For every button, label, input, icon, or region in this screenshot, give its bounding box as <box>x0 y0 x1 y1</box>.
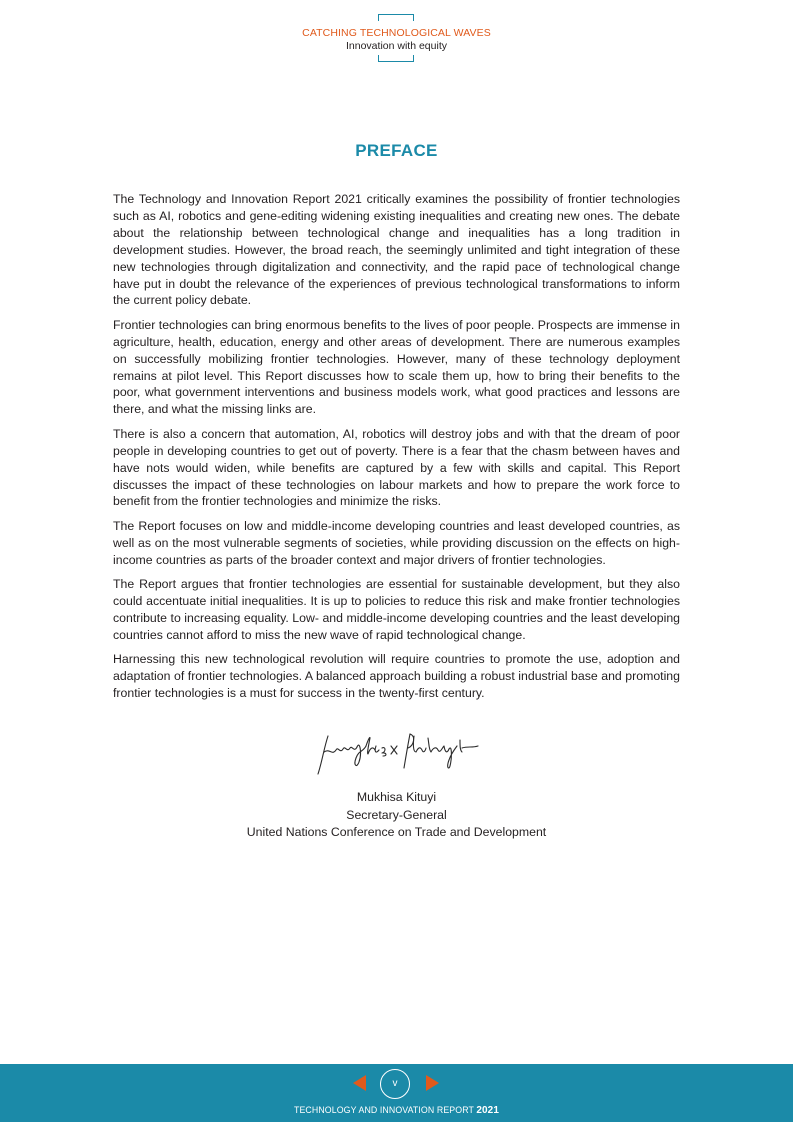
header-bracket-bottom <box>378 55 414 62</box>
paragraph-5: The Report argues that frontier technologies are essential for sustainable development, but they also could accentuate initial inequalities. It is up to policies to reduce this risk and make frontier technologies contribute to increasing equality. Low- and middle-income developing countries and the least developing countries cannot afford to miss the new wave of rapid technological change. <box>113 577 680 642</box>
footer-report-title <box>0 1105 793 1116</box>
signatory-organization: United Nations Conference on Trade and Development <box>246 825 547 839</box>
signatory-name: Mukhisa Kituyi <box>356 790 437 804</box>
footer-report-name: TECHNOLOGY AND INNOVATION REPORT <box>293 1105 474 1115</box>
previous-page-icon[interactable] <box>353 1075 366 1091</box>
header-title: CATCHING TECHNOLOGICAL WAVES <box>302 27 491 39</box>
next-page-icon[interactable] <box>426 1075 439 1091</box>
preface-body <box>113 191 680 709</box>
header-subtitle: Innovation with equity <box>346 40 447 52</box>
paragraph-2: Frontier technologies can bring enormous benefits to the lives of poor people. Prospects are immense in agriculture, health, education, energy and other areas of development. There are numerous examples on successfully mobilizing frontier technologies. However, many of these technology deployment remains at pilot level. This Report discusses how to scale them up, how to bring their benefits to the poor, what government interventions and business models work, what good practices and lessons are there, and what the missing links are. <box>113 317 680 417</box>
header-bracket-top <box>378 14 414 21</box>
paragraph-1: The Technology and Innovation Report 2021 critically examines the possibility of frontier technologies such as AI, robotics and gene-editing widening existing inequalities and creating new ones. The debate about the relationship between technological change and inequalities has a long tradition in development studies. However, the broad reach, the seemingly unlimited and tight integration of these new technologies through digitalization and connectivity, and the rapid pace of technological change have put in doubt the relevance of the experiences of previous technological transformations to inform the current policy debate. <box>113 192 680 308</box>
paragraph-3: There is also a concern that automation, AI, robotics will destroy jobs and with that the dream of poor people in developing countries to get out of poverty. There is a fear that the chasm between haves and have nots would widen, while benefits are captured by a few with skills and capital. This Report discusses the impact of these technologies on labour markets and how to prepare the work force to benefit from the frontier technologies and minimize the risks. <box>113 426 680 509</box>
page-number: v <box>380 1069 410 1099</box>
running-header <box>0 12 793 64</box>
paragraph-6: Harnessing this new technological revolution will require countries to promote the use, adoption and adaptation of frontier technologies. A balanced approach building a robust industrial base and promoting frontier technologies is a must for success in the twenty-first century. <box>113 652 680 700</box>
footer-report-year: 2021 <box>476 1105 500 1116</box>
page-footer <box>0 1064 793 1122</box>
signatory-position: Secretary-General <box>346 807 447 822</box>
signature-block <box>0 789 793 842</box>
paragraph-4: The Report focuses on low and middle-income developing countries and least developed countries, as well as on the most vulnerable segments of societies, while providing discussion on the effects on high-income countries as parts of the broader context and major drivers of frontier technologies. <box>113 518 680 567</box>
page-title: PREFACE <box>355 141 438 160</box>
handwritten-signature <box>310 722 490 782</box>
